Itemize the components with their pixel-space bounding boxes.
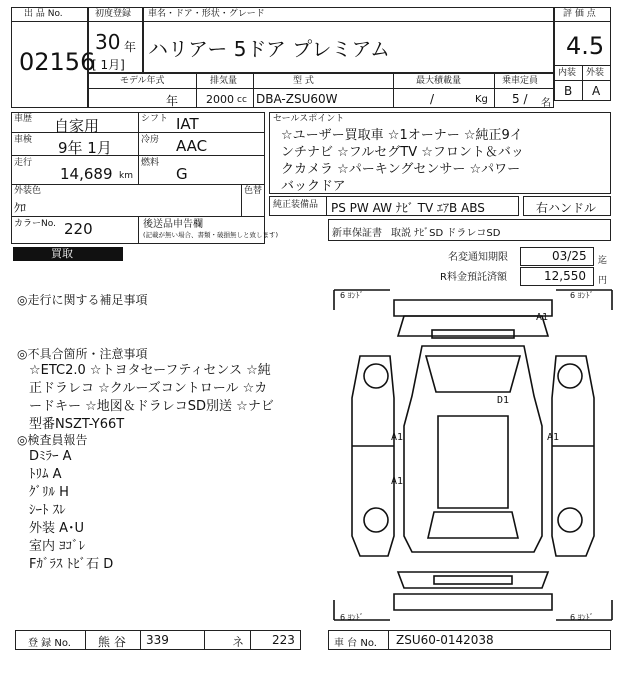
color-no-label: カラーNo. [14,219,56,229]
exterior-grade: A [592,84,601,98]
rear-hatch-outline [398,572,548,588]
wheel [364,508,388,532]
inspection-value: 9年 1月 [58,139,112,157]
lot-label: 出 品 No. [24,9,63,19]
car-name: ハリアー 5ドア プレミアム [148,37,391,61]
handle-value: 右ハンドル [536,201,597,215]
chassis-label: 車 台 No. [334,638,377,649]
divider [196,73,197,108]
divider [554,80,611,81]
divider [554,21,611,22]
capacity-value: 5 / [512,92,528,106]
color-no-value: 220 [64,220,93,238]
max-load-value: / [430,92,435,106]
mileage-label: 走行 [14,158,33,168]
divider [11,21,88,22]
inspector-line: ﾄﾘﾑ A [29,467,62,482]
inspector-line: Dﾐﾗｰ A [29,449,72,464]
divider [140,630,141,650]
car-condition-diagram [330,286,616,624]
name-change-unit: 迄 [598,256,608,266]
left-side-outline [352,356,394,556]
defect-line: 型番NSZT-Y66T [29,417,125,432]
equipment-value: PS PW AW ﾅﾋﾞ TV ｴｱB ABS [331,201,485,215]
shift-value: IAT [176,115,199,133]
inspector-line: ｸﾞﾘﾙ H [29,485,69,500]
damage-mark: A1 [547,432,560,443]
divider [494,73,495,108]
car-name-label: 車名・ドア・形状・グレード [148,9,265,19]
rear-bumper-outline [394,594,552,610]
body-outline [404,346,542,552]
divider [250,630,251,650]
warranty-label: 新車保証書 [332,228,382,239]
sales-points-label: セールスポイント [273,114,345,124]
mileage-value: 14,689 [60,165,113,183]
model-year-label: モデル年式 [120,76,165,86]
inspector-line: 外装 A･U [29,521,85,536]
defects-title: ◎不具合箇所・注意事項 [17,347,148,361]
name-change-value: 03/25 [552,249,587,263]
divider [88,88,554,89]
reg-kana: ネ [232,635,245,649]
divider [138,216,139,244]
displacement-label: 排気量 [210,76,238,86]
divider [388,630,389,650]
year-unit: 年 [124,40,137,54]
shift-label: シフト [141,114,169,124]
name-change-label: 名変通知期限 [448,252,508,263]
history-value: 自家用 [54,117,100,135]
interior-label: 内装 [558,68,577,78]
defect-line: ☆ETC2.0 ☆トヨタセーフティセンス ☆純 [29,363,271,378]
damage-mark: A1 [391,432,404,443]
damage-mark: A1 [536,312,549,323]
corner-label: 6 ﾖﾝﾄﾞ [570,613,594,622]
windshield [426,356,520,392]
wheel [558,508,582,532]
reg-label: 登 録 No. [28,638,71,649]
divider [393,73,394,108]
capacity-label: 乗車定員 [502,76,539,86]
divider [241,184,242,216]
eval-score: 4.5 [566,32,605,60]
front-hood-outline [398,316,548,336]
divider [11,184,265,185]
ext-color-label: 外装色 [14,186,42,196]
lot-number: 02156 [19,48,96,76]
divider [11,132,265,133]
displacement-value: 2000 [206,93,234,106]
corner-label: 6 ﾖﾝﾄﾞ [570,291,594,300]
rear-window [428,512,518,538]
defect-line: 正ドラレコ ☆クルーズコントロール ☆カ [29,381,268,396]
right-side-outline [552,356,594,556]
ac-value: AAC [176,137,208,155]
recycle-value: 12,550 [544,269,586,283]
sales-point-line: ☆ユーザー買取車 ☆1オーナー ☆純正9イ [281,128,523,143]
chassis-number: ZSU60-0142038 [396,633,494,647]
max-load-unit: Kg [475,94,488,105]
rear-plate [434,576,512,584]
model-year-unit: 年 [166,94,179,108]
divider [88,21,143,22]
inspector-line: 室内 ﾖｺﾞﾚ [29,539,86,554]
corner-label: 6 ﾖﾝﾄﾞ [340,291,364,300]
ext-color-value: ｸﾛ [14,201,27,215]
exterior-label: 外装 [586,68,605,78]
inspector-line: ｼｰﾄ ｽﾚ [29,503,66,518]
wheel [364,364,388,388]
divider [204,630,205,650]
max-load-label: 最大積載量 [416,76,462,86]
inspection-label: 車検 [14,135,33,145]
roof [438,416,508,508]
displacement-unit: cc [237,95,247,105]
divider [253,73,254,108]
driving-remarks-title: ◎走行に関する補足事項 [17,293,148,307]
first-reg-month: [ 1月] [92,58,125,72]
color-change-label: 色替 [244,186,263,196]
reg-area: 熊 谷 [98,635,126,649]
sales-point-line: バックドア [281,179,346,194]
front-bumper-outline [394,300,552,316]
type-label: 型 式 [293,76,314,86]
recycle-unit: 円 [598,276,608,286]
divider [138,112,139,184]
reg-number: 223 [272,633,295,647]
sales-point-line: ンチナビ ☆フルセグTV ☆フロント＆バッ [281,145,524,160]
wheel [558,364,582,388]
inspector-title: ◎検査員報告 [17,433,88,447]
fuel-value: G [176,165,188,183]
warranty-value: 取説 ﾅﾋﾞSD ドラレコSD [391,228,501,239]
inspector-line: Fｶﾞﾗｽ ﾄﾋﾞ石 D [29,557,114,572]
equipment-label: 純正装備品 [273,200,319,210]
damage-mark: D1 [497,395,510,406]
defect-line: ードキー ☆地図＆ドラレコSD別送 ☆ナビ [29,399,274,414]
reg-class: 339 [146,633,169,647]
divider [143,21,554,22]
fuel-label: 燃料 [141,158,160,168]
aftermarket-note: (記載が無い場合、書類・破損無しと致します) [143,231,279,239]
eval-label: 評 価 点 [563,9,596,19]
recycle-label: R料金預託済額 [440,272,507,283]
corner-label: 6 ﾖﾝﾄﾞ [340,613,364,622]
interior-grade: B [564,84,573,98]
first-reg-label: 初度登録 [95,9,132,19]
aftermarket-label: 後送品申告欄 [143,219,203,230]
type-value: DBA-ZSU60W [256,92,338,106]
purchase-type: 買取 [51,247,73,260]
mileage-unit: km [119,171,133,181]
history-label: 車歴 [14,114,33,124]
ac-label: 冷房 [141,135,160,145]
divider [85,630,86,650]
divider [326,196,327,216]
divider [582,65,583,101]
sales-point-line: クカメラ ☆パーキングセンサー ☆パワー [281,162,521,177]
first-reg-year: 30 [95,30,121,54]
capacity-unit: 名 [541,98,551,109]
damage-mark: A1 [391,476,404,487]
divider [11,155,265,156]
